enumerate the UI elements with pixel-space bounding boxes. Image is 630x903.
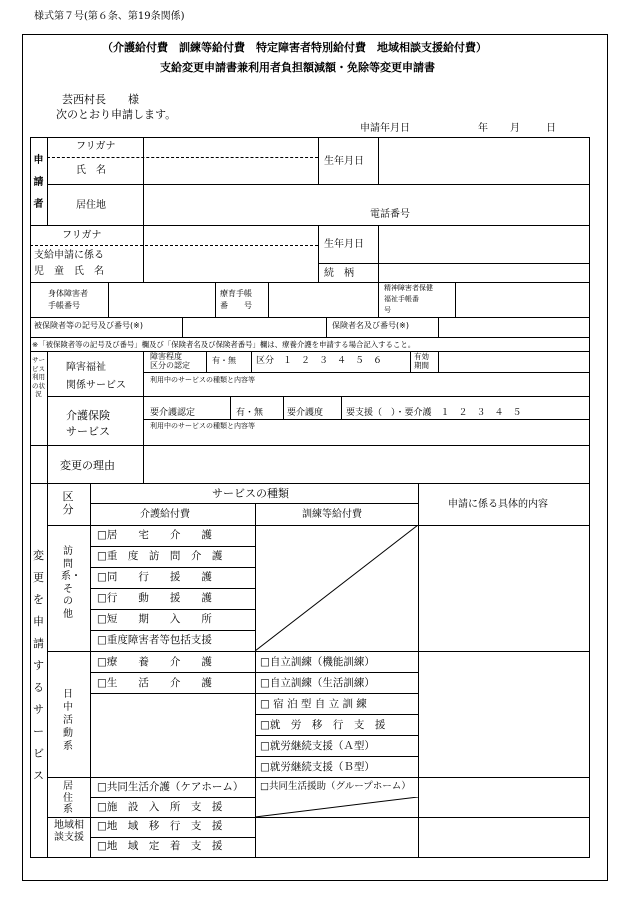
- visit-service-1[interactable]: □居 宅 介 護: [97, 529, 212, 541]
- child-label-1: 支給申請に係る: [34, 250, 104, 261]
- insurer-number-label: 保険者名及び番号(※): [332, 321, 409, 330]
- day-kunren-2[interactable]: □自立訓練（生活訓練）: [260, 677, 375, 689]
- day-kunren-4[interactable]: □就 労 移 行 支 援: [260, 719, 386, 731]
- care-insurance-label-2: サービス: [66, 425, 110, 438]
- mental-handbook-label-3: 号: [384, 306, 391, 314]
- welfare-service-label-1: 障害福祉: [66, 362, 106, 373]
- form-title: （介護給付費 訓練等給付費 特定障害者特別給付費 地域相談支援給付費）: [102, 41, 487, 54]
- services-side-label: 変更を申請するサービス: [33, 549, 44, 782]
- care-cert-yes-no: 有・無: [236, 408, 264, 418]
- applicant-name-label: 氏 名: [76, 165, 106, 176]
- class-numbers: 区分 １ ２ ３ ４ ５ ６: [256, 356, 383, 366]
- care-cert-label: 要介護認定: [150, 408, 196, 418]
- detail-header: 申請に係る具体的内容: [448, 499, 548, 510]
- service-kind-header: サービスの種類: [212, 487, 289, 500]
- date-year: 年: [478, 123, 488, 134]
- welfare-using-label: 利用中のサービスの種類と内容等: [150, 376, 255, 384]
- care-insurance-label-1: 介護保険: [66, 409, 110, 422]
- ryoiku-handbook-label-1: 療育手帳: [220, 289, 252, 298]
- degree-yes-no: 有・無: [212, 356, 236, 365]
- reason-label: 変更の理由: [60, 459, 115, 472]
- visit-service-2[interactable]: □重 度 訪 問 介 護: [97, 550, 223, 562]
- mental-handbook-label-2: 福祉手帳番: [384, 295, 419, 303]
- kubun-header: 区分: [62, 490, 74, 516]
- support-level-options: 要支援（ ）・要介護 １ ２ ３ ４ ５: [346, 408, 522, 418]
- care-using-label: 利用中のサービスの種類と内容等: [150, 422, 255, 430]
- valid-period-label-1: 有効: [414, 352, 429, 361]
- date-label: 申請年月日: [360, 123, 410, 134]
- applicant-furigana-label: フリガナ: [76, 141, 116, 152]
- welfare-service-label-2: 関係サービス: [66, 380, 126, 391]
- child-relation-label: 続 柄: [324, 268, 354, 279]
- service-status-side-label: サービス利用の状況: [32, 356, 45, 399]
- date-month: 月: [510, 123, 520, 134]
- ryoiku-handbook-label-2: 番 号: [220, 301, 252, 310]
- intro-text: 次のとおり申請します。: [56, 108, 177, 121]
- child-furigana-label: フリガナ: [62, 230, 102, 241]
- day-kunren-6[interactable]: □就労継続支援（Ｂ型）: [260, 761, 375, 773]
- home-category-label: 居住系: [63, 781, 73, 815]
- day-kunren-3[interactable]: □ 宿 泊 型 自 立 訓 練: [260, 698, 367, 710]
- visit-category-label: 訪問系・その他: [61, 546, 81, 620]
- day-kunren-1[interactable]: □自立訓練（機能訓練）: [260, 656, 375, 668]
- day-kaigo-1[interactable]: □療 養 介 護: [97, 656, 212, 668]
- degree-label-1: 障害程度: [150, 352, 182, 361]
- home-kunren-diagonal: [255, 797, 418, 817]
- visit-service-4[interactable]: □行 動 援 護: [97, 592, 212, 604]
- degree-label-2: 区分の認定: [150, 361, 190, 370]
- day-category-label: 日中活動系: [63, 689, 73, 752]
- home-kaigo-2[interactable]: □施 設 入 所 支 援: [97, 801, 223, 813]
- home-kaigo-1[interactable]: □共同生活介護（ケアホーム）: [97, 781, 244, 793]
- applicant-birth-label: 生年月日: [324, 156, 364, 167]
- valid-period-label-2: 期間: [414, 361, 429, 370]
- applicant-side-label: 申請者: [33, 155, 44, 210]
- region-service-2[interactable]: □地 域 定 着 支 援: [97, 840, 223, 852]
- insured-number-label: 被保険者等の記号及び番号(※): [34, 321, 143, 330]
- applicant-address-label: 居住地: [76, 200, 106, 211]
- child-label-2: 児 童 氏 名: [34, 266, 104, 277]
- visit-service-3[interactable]: □同 行 援 護: [97, 571, 212, 583]
- date-day: 日: [546, 123, 556, 134]
- visit-service-5[interactable]: □短 期 入 所: [97, 613, 212, 625]
- visit-service-6[interactable]: □重度障害者等包括支援: [97, 634, 212, 646]
- form-subtitle: 支給変更申請書兼利用者負担額減額・免除等変更申請書: [160, 61, 435, 74]
- addressee: 芸西村長 様: [62, 93, 139, 106]
- care-level-label: 要介護度: [287, 408, 324, 418]
- day-kunren-5[interactable]: □就労継続支援（Ａ型）: [260, 740, 375, 752]
- insurance-note: ※「被保険者等の記号及び番号」欄及び「保険者名及び保険者番号」欄は、療養介護を申請する場合記入すること。: [32, 340, 416, 349]
- physical-handbook-label-1: 身体障害者: [48, 289, 88, 298]
- home-kunren-1[interactable]: □共同生活援助（グループホーム）: [260, 781, 411, 792]
- child-birth-label: 生年月日: [324, 239, 364, 250]
- day-kaigo-2[interactable]: □生 活 介 護: [97, 677, 212, 689]
- form-number: 様式第７号(第６条、第19条関係): [34, 11, 185, 22]
- kaigo-header: 介護給付費: [140, 509, 190, 520]
- region-service-1[interactable]: □地 域 移 行 支 援: [97, 820, 223, 832]
- region-category-label: 地域相談支援: [54, 820, 84, 843]
- visit-kunren-diagonal: [255, 525, 418, 651]
- mental-handbook-label-1: 精神障害者保健: [384, 284, 433, 292]
- kunren-header: 訓練等給付費: [302, 509, 362, 520]
- applicant-phone-label: 電話番号: [370, 209, 410, 220]
- physical-handbook-label-2: 手帳番号: [48, 301, 80, 310]
